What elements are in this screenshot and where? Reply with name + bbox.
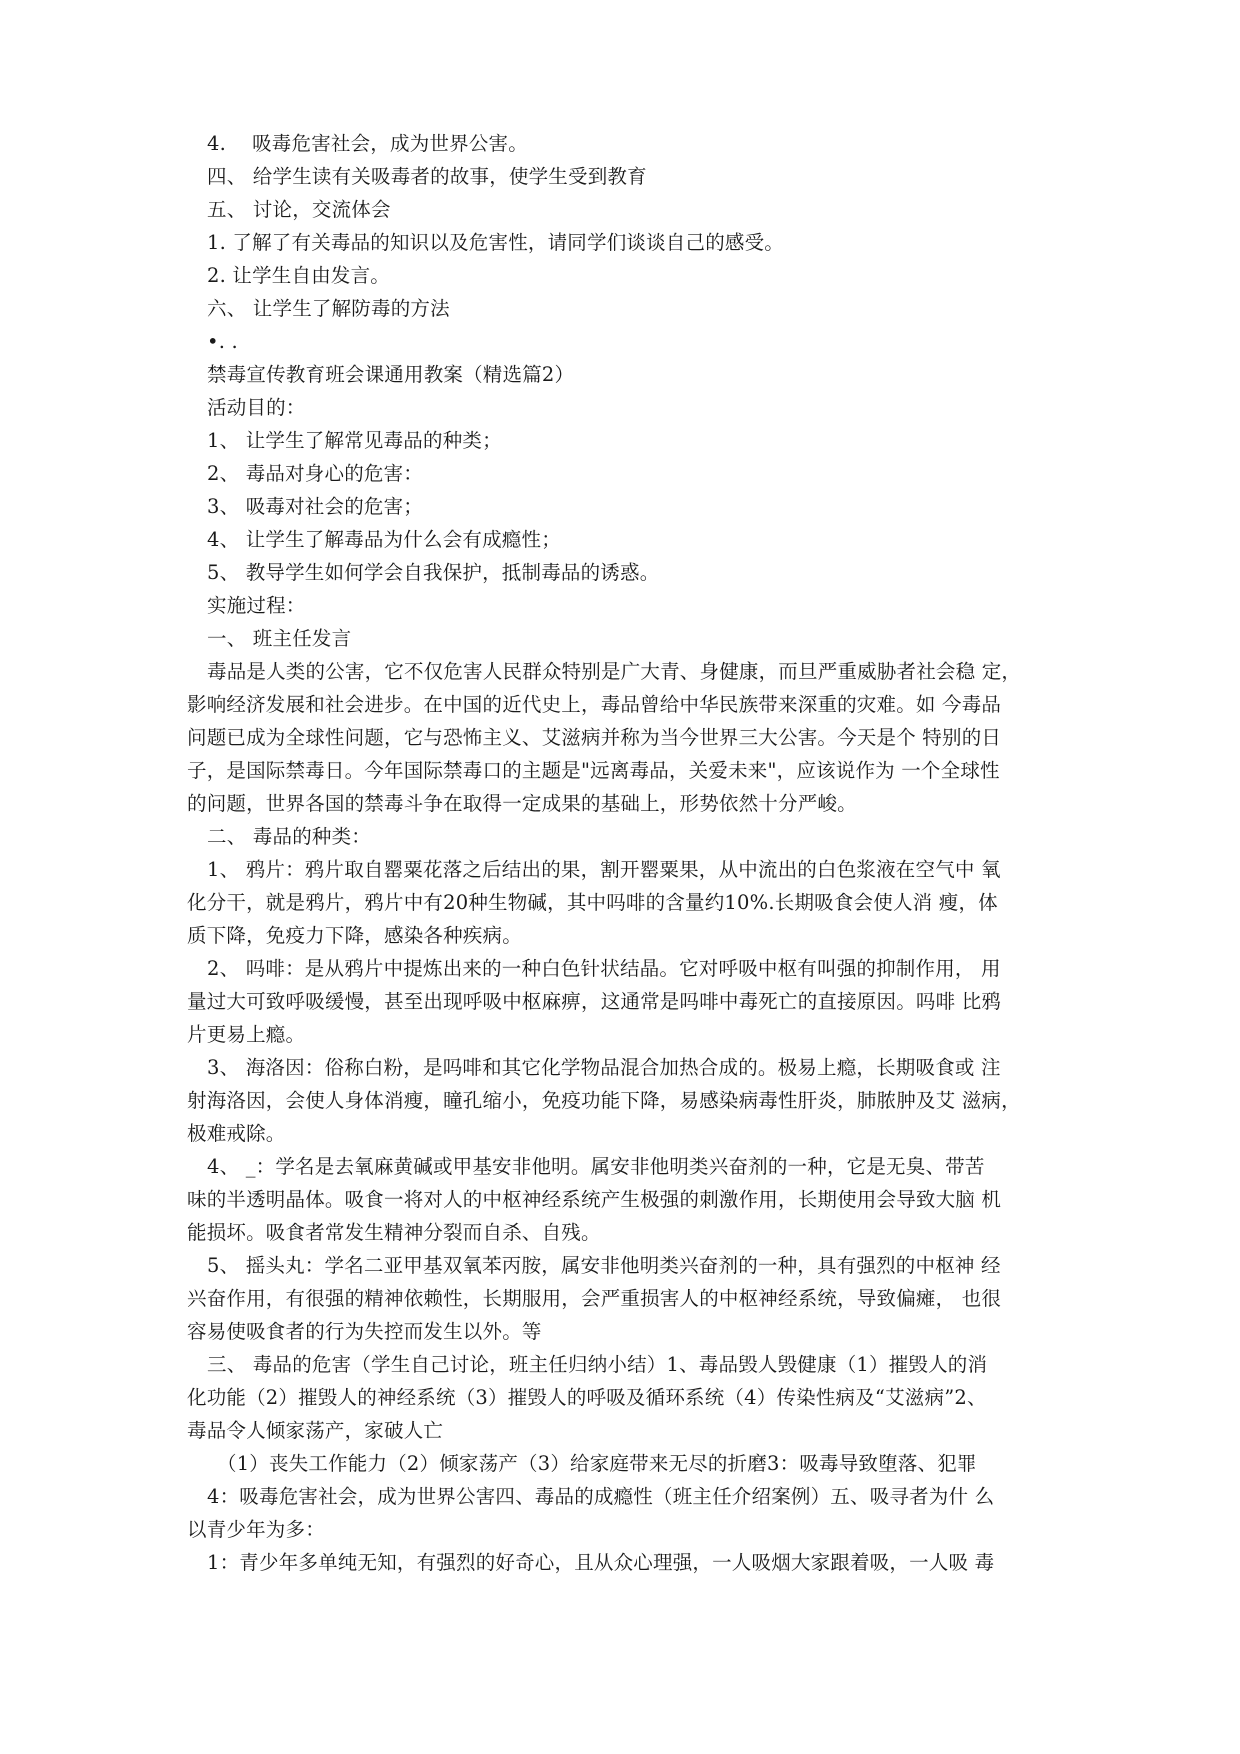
text-line: 3、 海洛因：俗称白粉，是吗啡和其它化学物品混合加热合成的。极易上瘾，长期吸食或 注 — [207, 1056, 1001, 1079]
text-line: 质下降，免疫力下降，感染各种疾病。 — [187, 924, 522, 947]
text-line: 化分干，就是鸦片，鸦片中有20种生物碱，其中吗啡的含量约10%.长期吸食会使人消 瘦，体 — [187, 891, 998, 914]
text-line: 1. 了解了有关毒品的知识以及危害性，请同学们谈谈自己的感受。 — [207, 231, 785, 254]
text-line: 五、 讨论，交流体会 — [207, 198, 391, 221]
text-line: 二、 毒品的种类： — [207, 825, 371, 848]
text-line: 味的半透明晶体。吸食一将对人的中枢神经系统产生极强的刺激作用，长期使用会导致大脑 机 — [187, 1188, 1002, 1211]
text-line: 4、 _：学名是去氧麻黄碱或甲基安非他明。属安非他明类兴奋剂的一种，它是无臭、带苦 — [207, 1155, 985, 1178]
text-line: 化功能（2）摧毁人的神经系统（3）摧毁人的呼吸及循环系统（4）传染性病及“艾滋病”2、 — [187, 1386, 987, 1409]
text-line: 六、 让学生了解防毒的方法 — [207, 297, 450, 320]
text-line: 问题已成为全球性问题，它与恐怖主义、艾滋病并称为当今世界三大公害。今天是个 特别的日 — [187, 726, 1002, 749]
text-line: 活动目的： — [207, 396, 306, 419]
text-line: •. . — [207, 330, 238, 353]
text-line: 2. 让学生自由发言。 — [207, 264, 391, 287]
text-line: 毒品令人倾家荡产，家破人亡 — [187, 1419, 444, 1442]
text-line: 兴奋作用，有很强的精神依赖性，长期服用，会严重损害人的中枢神经系统，导致偏瘫， 也很 — [187, 1287, 1002, 1310]
text-line: 5、 摇头丸：学名二亚甲基双氧苯丙胺，属安非他明类兴奋剂的一种，具有强烈的中枢神 经 — [207, 1254, 1001, 1277]
text-line: 2、 吗啡：是从鸦片中提炼出来的一种白色针状结晶。它对呼吸中枢有叫强的抑制作用， 用 — [207, 957, 1001, 980]
text-line: 容易使吸食者的行为失控而发生以外。等 — [187, 1320, 542, 1343]
text-line: 子，是国际禁毒日。今年国际禁毒口的主题是"远离毒品，关爱未来"，应该说作为 一个全球性 — [187, 759, 1000, 782]
text-line: 影响经济发展和社会进步。在中国的近代史上，毒品曾给中华民族带来深重的灾难。如 今毒品 — [187, 693, 1002, 716]
text-line: 量过大可致呼吸缓慢，甚至出现呼吸中枢麻痹，这通常是吗啡中毒死亡的直接原因。吗啡 比鸦 — [187, 990, 1002, 1013]
text-line: 极难戒除。 — [187, 1122, 286, 1145]
text-line: 实施过程： — [207, 594, 306, 617]
text-line: 毒品是人类的公害，它不仅危害人民群众特别是广大青、身健康，而旦严重威胁者社会稳 定， — [207, 660, 1022, 683]
text-line: 4. 吸毒危害社会，成为世界公害。 — [207, 132, 528, 155]
text-line: 四、 给学生读有关吸毒者的故事，使学生受到教育 — [207, 165, 647, 188]
text-line: 三、 毒品的危害（学生自己讨论，班主任归纳小结）1、毒品毁人毁健康（1）摧毁人的消 — [207, 1353, 988, 1376]
text-line: 4、 让学生了解毒品为什么会有成瘾性； — [207, 528, 561, 551]
text-line: 2、 毒品对身心的危害： — [207, 462, 424, 485]
text-line: 4：吸毒危害社会，成为世界公害四、毒品的成瘾性（班主任介绍案例）五、吸寻者为什 么 — [207, 1485, 995, 1508]
text-line: 的问题，世界各国的禁毒斗争在取得一定成果的基础上，形势依然十分严峻。 — [187, 792, 857, 815]
text-line: 5、 教导学生如何学会自我保护，抵制毒品的诱惑。 — [207, 561, 660, 584]
text-line: 1、 让学生了解常见毒品的种类； — [207, 429, 502, 452]
text-line: 3、 吸毒对社会的危害； — [207, 495, 424, 518]
text-line: （1）丧失工作能力（2）倾家荡产（3）给家庭带来无尽的折磨3：吸毒导致堕落、犯罪 — [217, 1452, 977, 1475]
text-line: 能损坏。吸食者常发生精神分裂而自杀、自残。 — [187, 1221, 601, 1244]
text-line: 一、 班主任发言 — [207, 627, 352, 650]
section-title: 禁毒宣传教育班会课通用教案（精选篇2） — [207, 363, 575, 386]
text-line: 以青少年为多： — [187, 1518, 325, 1541]
text-line: 片更易上瘾。 — [187, 1023, 306, 1046]
text-line: 1：青少年多单纯无知，有强烈的好奇心，且从众心理强，一人吸烟大家跟着吸，一人吸 毒 — [207, 1551, 995, 1574]
text-line: 射海洛因，会使人身体消瘦，瞳孔缩小，免疫功能下降，易感染病毒性肝炎，肺脓肿及艾 滋病， — [187, 1089, 1021, 1112]
text-line: 1、 鸦片：鸦片取自罂粟花落之后结出的果，割开罂粟果，从中流出的白色浆液在空气中 氧 — [207, 858, 1001, 881]
